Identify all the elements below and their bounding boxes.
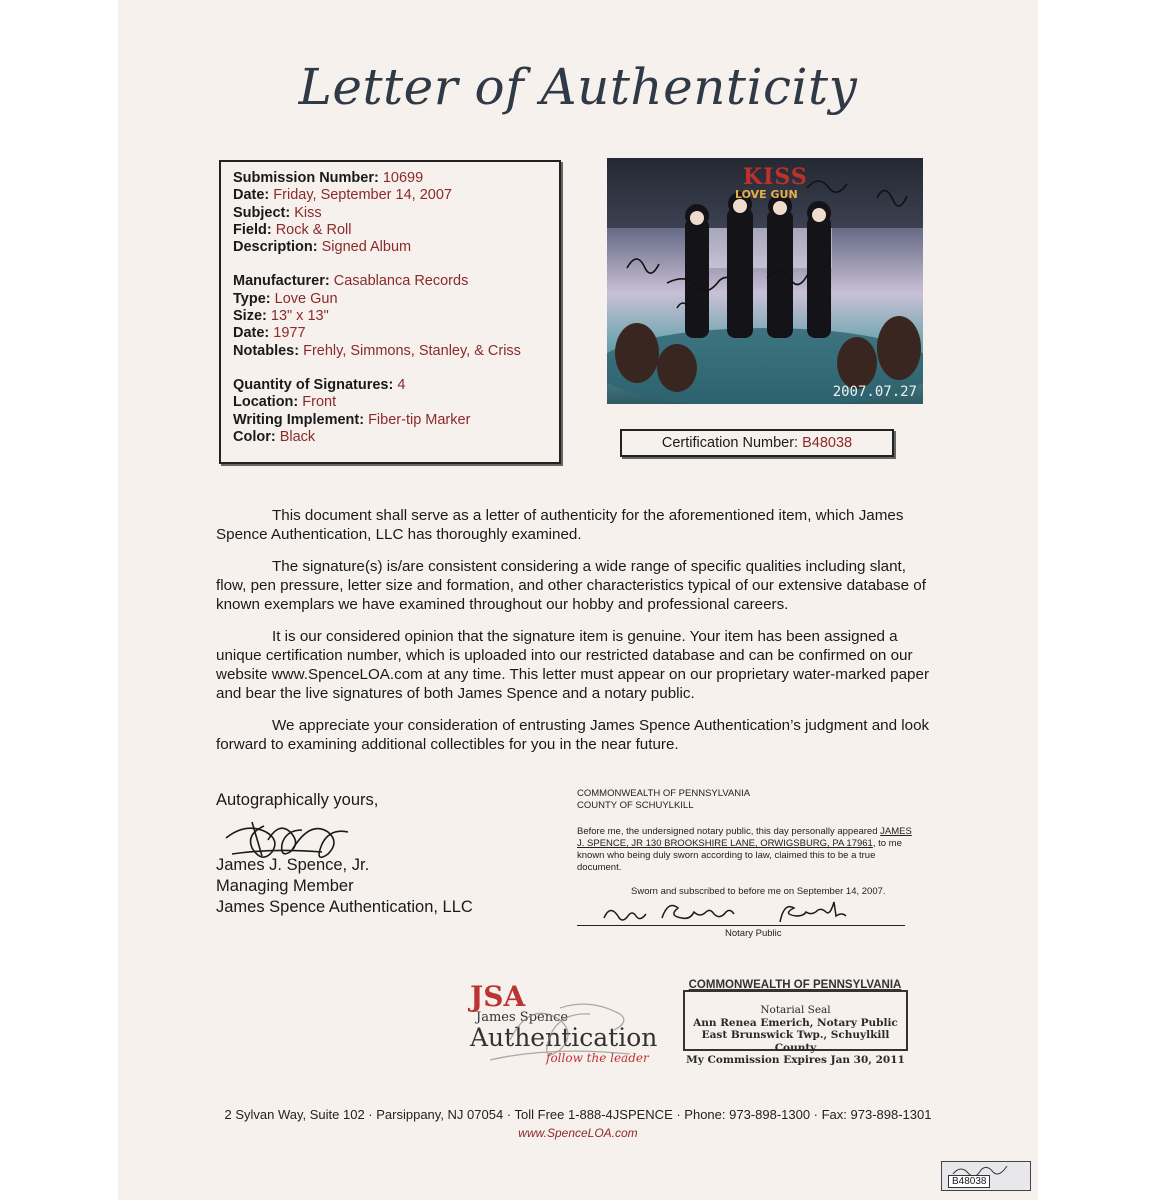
photo-timestamp: 2007.07.27	[832, 384, 917, 400]
detail-type: Type: Love Gun	[233, 290, 338, 307]
notarial-seal	[683, 990, 908, 1066]
detail-quantity: Quantity of Signatures: 4	[233, 376, 406, 393]
detail-color: Color: Black	[233, 428, 316, 445]
seal-line-1: Notarial Seal	[760, 1004, 831, 1016]
notary-statement: Before me, the undersigned notary public, this day personally appeared JAMES J. SPENCE, JR 130 BROOKSHIRE LANE, ORWIGSBURG, PA 17961, to me known who being duly sworn according to law, claimed this to be a true document.	[577, 826, 912, 873]
footer-address: 2 Sylvan Way, Suite 102 · Parsippany, NJ 07054 · Toll Free 1-888-4JSPENCE · Phone: 973-898-1300 · Fax: 973-898-1301	[224, 1107, 932, 1122]
document-title: Letter of Authenticity	[298, 58, 858, 116]
detail-size: Size: 13" x 13"	[233, 308, 329, 325]
jsa-logo-mark: JSA	[470, 980, 526, 1013]
seal-line-3: East Brunswick Twp., Schuylkill County	[701, 1029, 890, 1054]
detail-subject: Subject: Kiss	[233, 204, 322, 221]
footer-url: www.SpenceLOA.com	[518, 1126, 638, 1140]
album-title: LOVE GUN	[735, 188, 798, 201]
paragraph-1: This document shall serve as a letter of authenticity for the aforementioned item, which James Spence Authentication, LLC has thoroughly examined.	[216, 507, 904, 543]
detail-submission-number: Submission Number: 10699	[233, 170, 424, 186]
signoff-name: James J. Spence, Jr.	[216, 856, 370, 874]
jsa-logo-line1: James Spence	[476, 1010, 569, 1025]
paragraph-3: It is our considered opinion that the signature item is genuine. Your item has been assigned a unique certification number, which is uploaded into our restricted database and can be confirmed on our website www.SpenceLOA.com at any time. This letter must appear on our proprietary water-marked paper and bear the live signatures of both James Spence and a notary public.	[216, 628, 930, 702]
seal-line-2: Ann Renea Emerich, Notary Public	[693, 1016, 898, 1029]
detail-implement: Writing Implement: Fiber-tip Marker	[233, 411, 471, 428]
notary-public-label: Notary Public	[725, 928, 782, 939]
seal-heading: COMMONWEALTH OF PENNSYLVANIA	[688, 979, 902, 991]
detail-notables: Notables: Frehly, Simmons, Stanley, & Criss	[233, 342, 521, 359]
detail-field: Field: Rock & Roll	[233, 221, 352, 238]
certification-label: Certification Number:	[661, 435, 799, 451]
signoff-closing: Autographically yours,	[216, 791, 379, 809]
signoff-role: Managing Member	[216, 877, 354, 895]
notary-signature	[600, 898, 890, 928]
detail-date: Date: Friday, September 14, 2007	[233, 187, 452, 204]
certification-number-box	[620, 429, 894, 457]
notary-county: COUNTY OF SCHUYLKILL	[577, 800, 694, 811]
notary-state: COMMONWEALTH OF PENNSYLVANIA	[577, 788, 751, 799]
jsa-tagline: follow the leader	[546, 1051, 649, 1065]
detail-description: Description: Signed Album	[233, 239, 412, 256]
detail-location: Location: Front	[233, 394, 337, 411]
paragraph-2: The signature(s) is/are consistent considering a wide range of specific qualities including slant, flow, pen pressure, letter size and formation, and other characteristics typical of our extensive database of known exemplars we have examined throughout our hobby and professional careers.	[216, 558, 926, 613]
item-details-box	[219, 160, 561, 464]
album-photo	[607, 158, 923, 404]
detail-manufacturer: Manufacturer: Casablanca Records	[233, 273, 469, 290]
jsa-overlay-signature	[470, 990, 680, 1070]
hologram-number: B48038	[948, 1175, 990, 1188]
letter-body	[216, 506, 931, 767]
spence-signature	[222, 810, 362, 866]
notary-block	[577, 788, 917, 939]
seal-line-4: My Commission Expires Jan 30, 2011	[686, 1054, 905, 1066]
hologram-sticker	[941, 1161, 1031, 1191]
certification-value: B48038	[802, 435, 853, 451]
signoff-company: James Spence Authentication, LLC	[216, 898, 473, 916]
album-band-logo: KISS	[743, 164, 808, 190]
paragraph-4: We appreciate your consideration of entrusting James Spence Authentication’s judgment and look forward to examining additional collectibles for you in the near future.	[216, 717, 930, 753]
notary-sworn: Sworn and subscribed to before me on September 14, 2007.	[631, 886, 886, 897]
notary-appeared: JAMES J. SPENCE, JR 130 BROOKSHIRE LANE, ORWIGSBURG, PA 17961	[577, 826, 912, 849]
detail-item-date: Date: 1977	[233, 325, 306, 342]
jsa-logo-line2: Authentication	[470, 1023, 658, 1052]
